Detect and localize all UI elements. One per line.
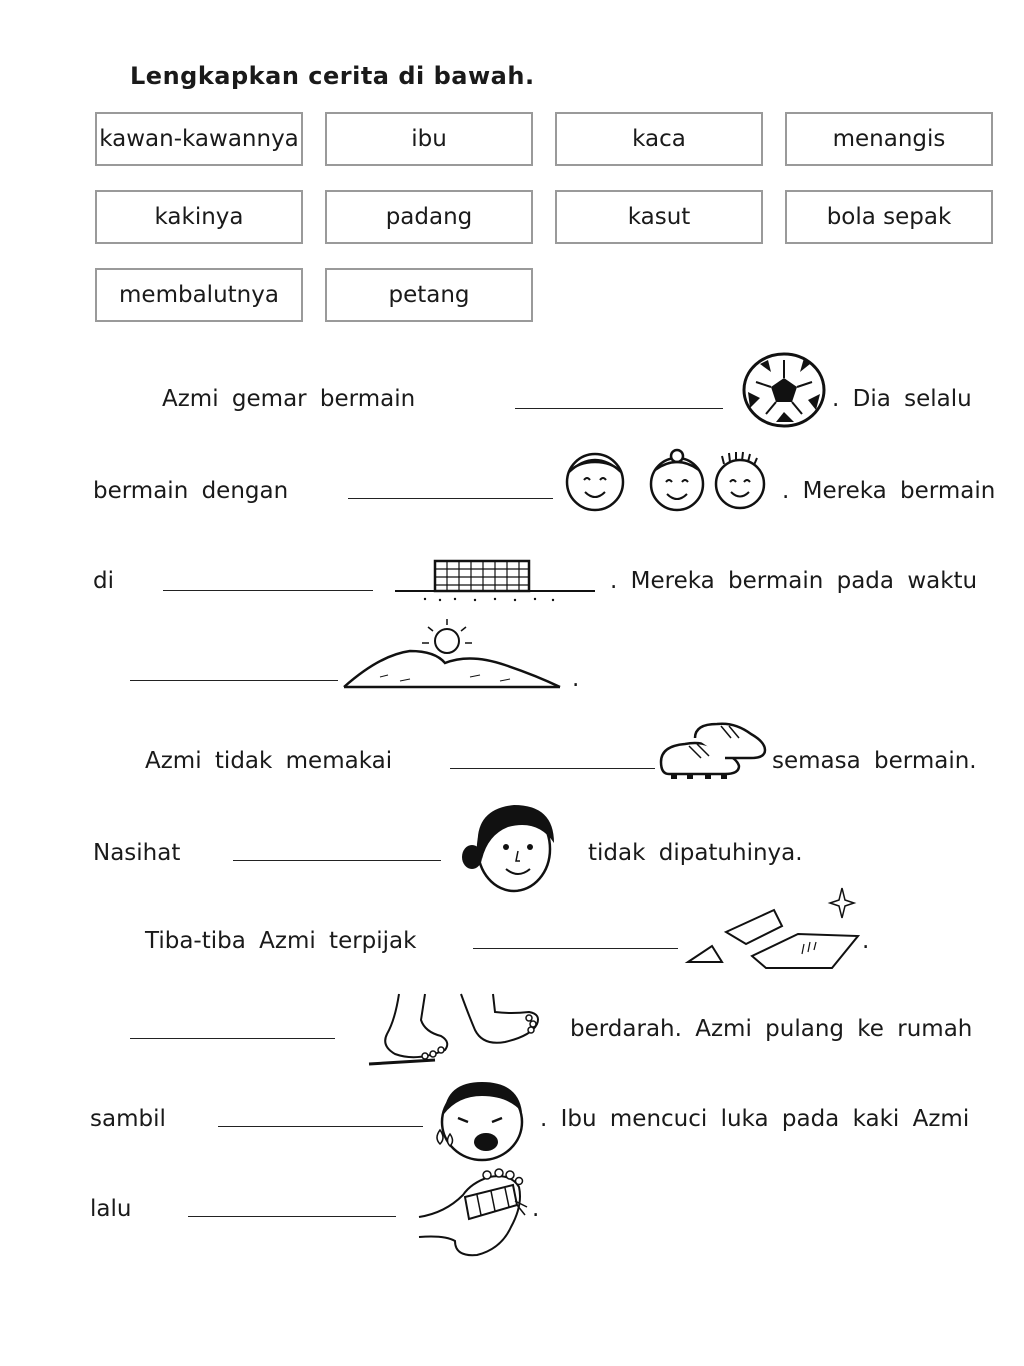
word-box: membalutnya <box>95 268 303 322</box>
word-box: menangis <box>785 112 993 166</box>
answer-blank[interactable] <box>130 1038 335 1039</box>
word-box: bola sepak <box>785 190 993 244</box>
story-text: . Mereka bermain <box>782 478 996 504</box>
story-text: . <box>862 928 870 954</box>
story-text: Tiba-tiba Azmi terpijak <box>145 928 417 954</box>
story-text: Azmi gemar bermain <box>162 386 416 412</box>
bandaged-foot-icon <box>415 1165 530 1260</box>
answer-blank[interactable] <box>348 498 553 499</box>
story-text: tidak dipatuhinya. <box>588 840 803 866</box>
word-box: ibu <box>325 112 533 166</box>
story-text: . Ibu mencuci luka pada kaki Azmi <box>540 1106 970 1132</box>
answer-blank[interactable] <box>473 948 678 949</box>
answer-blank[interactable] <box>515 408 723 409</box>
three-faces-icon <box>560 440 780 515</box>
story-text: lalu <box>90 1196 132 1222</box>
story-text: bermain dengan <box>93 478 289 504</box>
story-text: di <box>93 568 114 594</box>
story-text: Azmi tidak memakai <box>145 748 393 774</box>
story-text: semasa bermain. <box>772 748 977 774</box>
answer-blank[interactable] <box>233 860 441 861</box>
answer-blank[interactable] <box>450 768 655 769</box>
word-box: kaca <box>555 112 763 166</box>
word-box: kasut <box>555 190 763 244</box>
story-text: . Mereka bermain pada waktu <box>610 568 978 594</box>
word-box: petang <box>325 268 533 322</box>
story-text: Nasihat <box>93 840 181 866</box>
crying-boy-icon <box>428 1076 538 1166</box>
answer-blank[interactable] <box>188 1216 396 1217</box>
mother-face-icon <box>458 795 568 895</box>
bare-feet-icon <box>365 990 550 1070</box>
word-box: kakinya <box>95 190 303 244</box>
instruction-title: Lengkapkan cerita di bawah. <box>130 62 535 90</box>
soccer-shoes-icon <box>655 718 770 782</box>
story-text: sambil <box>90 1106 166 1132</box>
goal-field-icon <box>395 555 595 605</box>
sun-hills-icon <box>340 615 565 693</box>
broken-glass-icon <box>682 882 870 972</box>
soccer-ball-icon <box>740 350 830 430</box>
story-text: . <box>572 666 580 692</box>
answer-blank[interactable] <box>130 680 338 681</box>
answer-blank[interactable] <box>163 590 373 591</box>
story-text: . Dia selalu <box>832 386 972 412</box>
answer-blank[interactable] <box>218 1126 423 1127</box>
story-text: berdarah. Azmi pulang ke rumah <box>570 1016 973 1042</box>
word-box: padang <box>325 190 533 244</box>
word-box: kawan-kawannya <box>95 112 303 166</box>
story-text: . <box>532 1196 540 1222</box>
